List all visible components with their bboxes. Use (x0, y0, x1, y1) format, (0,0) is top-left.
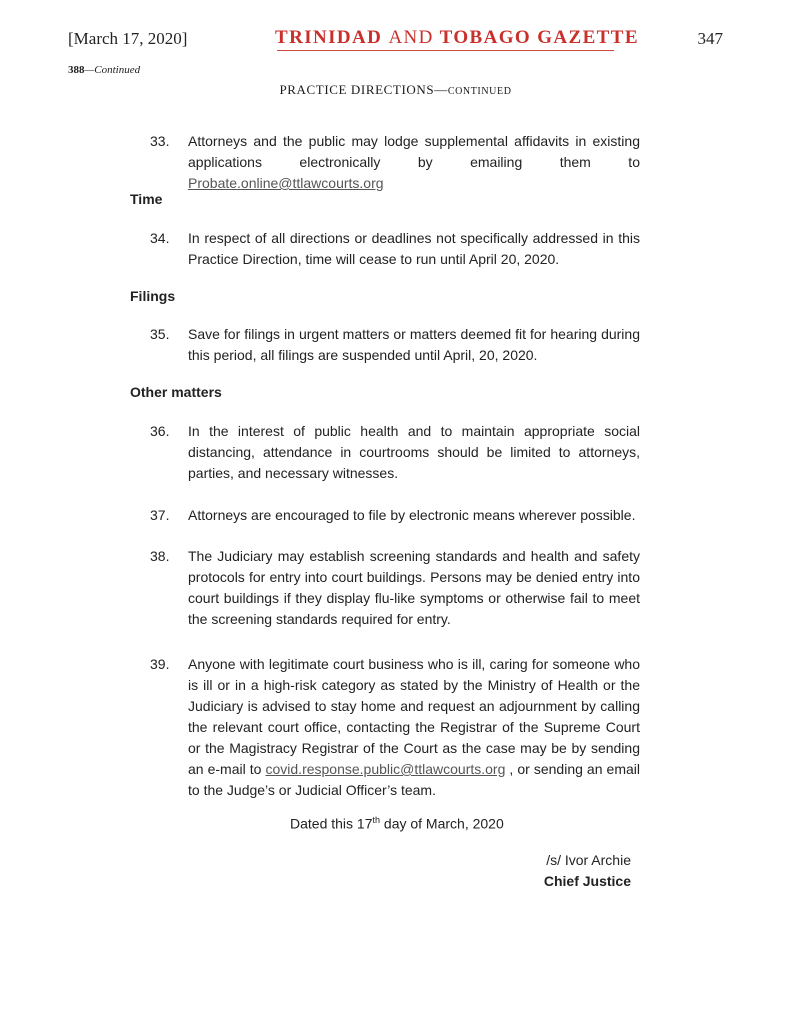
signature-name: /s/ Ivor Archie (546, 852, 631, 868)
paragraph-text (188, 654, 640, 801)
paragraph-text: Save for filings in urgent matters or matters deemed fit for hearing during this period, all filings are suspended until April, 20, 2020. (188, 326, 640, 363)
section-title-main: PRACTICE DIRECTIONS— (279, 82, 448, 97)
heading-filings: Filings (130, 288, 176, 304)
page-number: 347 (697, 29, 723, 48)
paragraph-text: Attorneys are encouraged to file by electronic means wherever possible. (188, 507, 636, 523)
paragraph-text (188, 131, 640, 194)
paragraph-33 (150, 131, 640, 194)
section-title-small-caps: CONTINUED (447, 86, 512, 97)
continued-label (68, 64, 140, 76)
paragraph-number: 38. (150, 548, 170, 564)
dated-line (290, 815, 504, 832)
header-rule (277, 50, 614, 51)
dated-after: day of March, 2020 (380, 815, 504, 832)
header-date: [March 17, 2020] (68, 29, 188, 48)
paragraph-39 (150, 654, 640, 801)
continued-number: 388 (68, 64, 85, 76)
gazette-title (275, 27, 639, 49)
paragraph-34 (150, 228, 640, 270)
signature-title: Chief Justice (543, 873, 631, 889)
covid-email-link[interactable]: covid.response.public@ttlawcourts.org (265, 761, 506, 777)
continued-text: —Continued (84, 64, 141, 76)
paragraph-36 (150, 421, 640, 484)
gazette-title-part2: AND (388, 27, 434, 48)
paragraph-number: 35. (150, 326, 170, 342)
paragraph-number: 36. (150, 423, 170, 439)
paragraph-number: 39. (150, 656, 170, 672)
gazette-title-part1: TRINIDAD (275, 27, 383, 48)
dated-before: Dated this 17 (290, 815, 373, 832)
section-title (0, 82, 791, 98)
probate-email-link[interactable]: Probate.online@ttlawcourts.org (188, 175, 384, 191)
paragraph-number: 33. (150, 133, 170, 149)
paragraph-number: 37. (150, 507, 170, 523)
paragraph-text: In the interest of public health and to maintain appropriate social distancing, attendance in courtrooms should be limited to attorneys, parties, and necessary witnesses. (188, 423, 640, 481)
paragraph-text-before: Attorneys and the public may lodge supplemental affidavits in existing applications electronically by emailing them to (188, 133, 640, 170)
paragraph-number: 34. (150, 230, 170, 246)
paragraph-35 (150, 324, 640, 366)
paragraph-38 (150, 546, 640, 630)
paragraph-37 (150, 505, 640, 526)
gazette-title-part3: TOBAGO GAZETTE (439, 27, 639, 48)
paragraph-text: The Judiciary may establish screening standards and health and safety protocols for entry into court buildings. Persons may be denied entry into court buildings if they display flu-like symptoms or otherwise fail to meet the screening standards required for entry. (188, 548, 640, 627)
paragraph-text-after: , or sending an email to the Judge’s or Judicial Officer’s team. (188, 761, 640, 798)
paragraph-text: In respect of all directions or deadlines not specifically addressed in this Practice Direction, time will cease to run until April 20, 2020. (188, 230, 640, 267)
heading-other-matters: Other matters (130, 384, 222, 400)
heading-time: Time (130, 191, 163, 207)
dated-sup: th (372, 815, 381, 825)
paragraph-text-before: Anyone with legitimate court business who is ill, caring for someone who is ill or in a high-risk category as stated by the Ministry of Health or the Judiciary is advised to stay home and request an adjournment by calling the relevant court office, contacting the Registrar of the Supreme Court or the Magistracy Registrar of the Court as the case may be by sending an e-mail to (188, 656, 640, 777)
